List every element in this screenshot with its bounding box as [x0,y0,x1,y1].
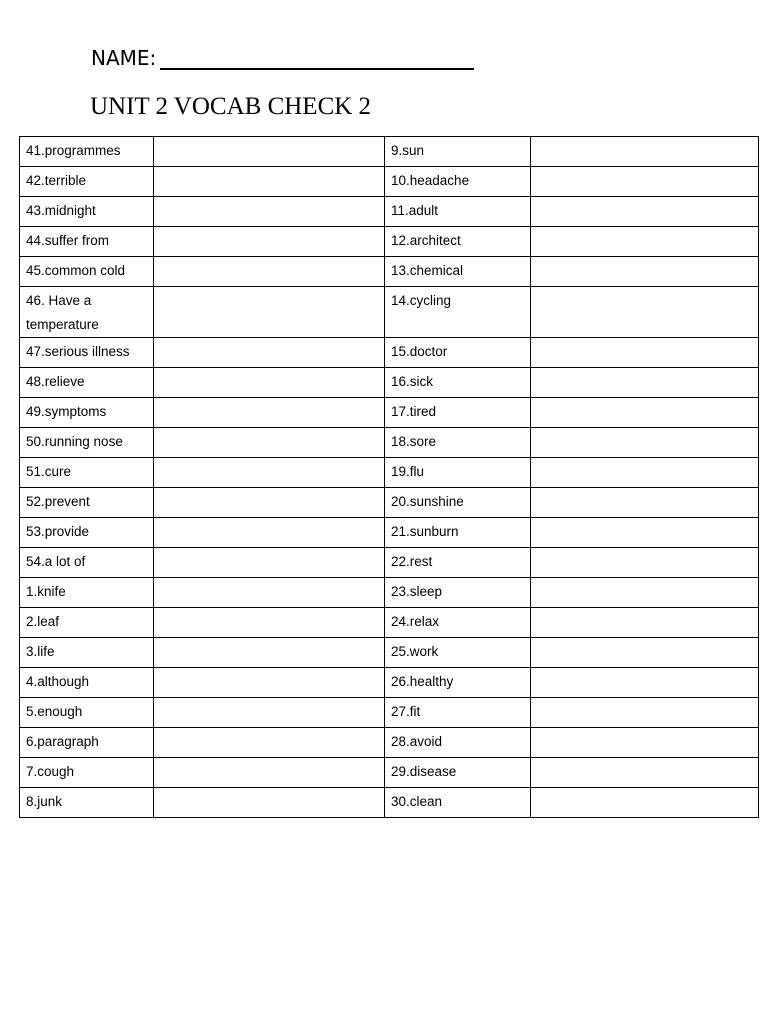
vocab-word-right: 26.healthy [385,668,531,698]
answer-cell-right[interactable] [531,197,759,227]
vocab-word-left: 49.symptoms [20,398,154,428]
answer-cell-right[interactable] [531,698,759,728]
answer-cell-left[interactable] [154,668,385,698]
name-field-label [91,46,474,70]
vocab-word-left: 54.a lot of [20,548,154,578]
answer-cell-left[interactable] [154,137,385,167]
vocab-word-left: 52.prevent [20,488,154,518]
name-blank-line[interactable] [160,46,474,70]
vocab-word-right: 29.disease [385,758,531,788]
table-row [20,368,759,398]
table-row [20,548,759,578]
vocab-word-right: 19.flu [385,458,531,488]
table-row [20,227,759,257]
answer-cell-right[interactable] [531,458,759,488]
vocab-word-left: 6.paragraph [20,728,154,758]
answer-cell-left[interactable] [154,518,385,548]
table-row [20,728,759,758]
answer-cell-right[interactable] [531,638,759,668]
vocab-word-right: 18.sore [385,428,531,458]
vocab-word-right: 24.relax [385,608,531,638]
answer-cell-right[interactable] [531,137,759,167]
table-row [20,518,759,548]
answer-cell-left[interactable] [154,698,385,728]
answer-cell-right[interactable] [531,548,759,578]
answer-cell-right[interactable] [531,788,759,818]
vocab-word-right: 14.cycling [385,287,531,338]
answer-cell-left[interactable] [154,548,385,578]
vocab-word-left: 5.enough [20,698,154,728]
answer-cell-right[interactable] [531,167,759,197]
table-row [20,758,759,788]
vocab-word-left: 47.serious illness [20,338,154,368]
vocab-word-right: 17.tired [385,398,531,428]
vocab-word-left: 50.running nose [20,428,154,458]
answer-cell-left[interactable] [154,758,385,788]
vocab-word-right: 13.chemical [385,257,531,287]
vocab-word-right: 12.architect [385,227,531,257]
table-row [20,488,759,518]
answer-cell-right[interactable] [531,257,759,287]
answer-cell-right[interactable] [531,287,759,338]
answer-cell-left[interactable] [154,287,385,338]
table-row [20,287,759,338]
answer-cell-right[interactable] [531,758,759,788]
answer-cell-left[interactable] [154,578,385,608]
vocab-word-left: 41.programmes [20,137,154,167]
vocab-word-left: 44.suffer from [20,227,154,257]
vocab-word-right: 11.adult [385,197,531,227]
answer-cell-left[interactable] [154,257,385,287]
vocab-word-left: 4.although [20,668,154,698]
table-row [20,458,759,488]
vocab-word-left: 43.midnight [20,197,154,227]
answer-cell-left[interactable] [154,227,385,257]
table-row [20,788,759,818]
table-row [20,578,759,608]
vocab-word-right: 16.sick [385,368,531,398]
vocab-word-left: 2.leaf [20,608,154,638]
table-row [20,137,759,167]
table-row [20,398,759,428]
table-row [20,608,759,638]
answer-cell-right[interactable] [531,728,759,758]
table-row [20,668,759,698]
answer-cell-left[interactable] [154,428,385,458]
vocab-word-left: 8.junk [20,788,154,818]
answer-cell-left[interactable] [154,368,385,398]
vocab-word-right: 21.sunburn [385,518,531,548]
vocab-word-right: 25.work [385,638,531,668]
table-row [20,338,759,368]
table-row [20,428,759,458]
vocab-word-left: 46. Have a temperature [20,287,154,338]
table-row [20,197,759,227]
vocab-word-right: 9.sun [385,137,531,167]
answer-cell-left[interactable] [154,728,385,758]
vocab-word-right: 22.rest [385,548,531,578]
vocab-word-left: 48.relieve [20,368,154,398]
vocab-word-right: 30.clean [385,788,531,818]
answer-cell-left[interactable] [154,338,385,368]
table-row [20,698,759,728]
answer-cell-right[interactable] [531,488,759,518]
answer-cell-right[interactable] [531,518,759,548]
answer-cell-right[interactable] [531,398,759,428]
answer-cell-left[interactable] [154,398,385,428]
answer-cell-left[interactable] [154,488,385,518]
vocab-word-left: 42.terrible [20,167,154,197]
vocab-word-left: 45.common cold [20,257,154,287]
answer-cell-right[interactable] [531,668,759,698]
answer-cell-left[interactable] [154,788,385,818]
answer-cell-right[interactable] [531,368,759,398]
vocab-word-left: 53.provide [20,518,154,548]
answer-cell-left[interactable] [154,458,385,488]
answer-cell-right[interactable] [531,428,759,458]
vocab-table-body [20,137,759,818]
vocab-word-left: 1.knife [20,578,154,608]
page-title: UNIT 2 VOCAB CHECK 2 [90,93,372,120]
table-row [20,167,759,197]
vocab-word-right: 28.avoid [385,728,531,758]
answer-cell-right[interactable] [531,338,759,368]
vocab-word-right: 23.sleep [385,578,531,608]
vocab-word-right: 15.doctor [385,338,531,368]
answer-cell-left[interactable] [154,167,385,197]
vocab-word-right: 27.fit [385,698,531,728]
vocab-word-right: 10.headache [385,167,531,197]
answer-cell-right[interactable] [531,227,759,257]
vocab-word-left: 3.life [20,638,154,668]
name-label: NAME: [91,46,157,70]
vocab-word-right: 20.sunshine [385,488,531,518]
vocab-table [19,136,759,818]
vocab-word-left: 51.cure [20,458,154,488]
answer-cell-right[interactable] [531,578,759,608]
answer-cell-left[interactable] [154,608,385,638]
answer-cell-left[interactable] [154,638,385,668]
table-row [20,257,759,287]
answer-cell-left[interactable] [154,197,385,227]
vocab-word-left: 7.cough [20,758,154,788]
answer-cell-right[interactable] [531,608,759,638]
table-row [20,638,759,668]
